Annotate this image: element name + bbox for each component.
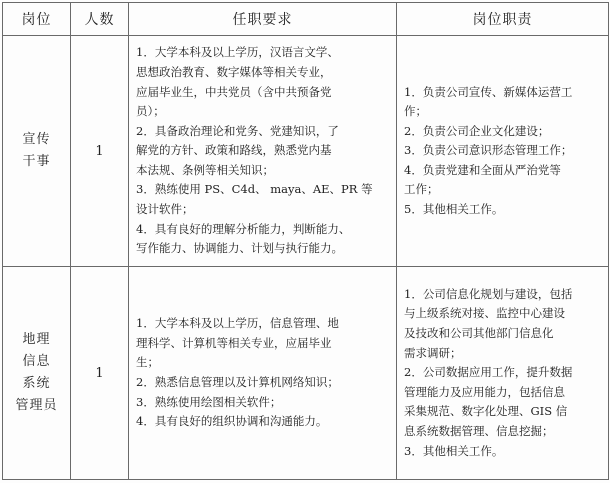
- post-name-line: 信息: [22, 354, 51, 370]
- duty-line: 需求调研；: [404, 345, 462, 360]
- post-cell: [3, 36, 71, 267]
- header-requirements: 任职要求: [129, 3, 397, 36]
- duty-line: 3．负责公司意识形态管理工作；: [404, 143, 573, 158]
- table-header-row: [3, 3, 609, 36]
- requirement-line: 思想政治教育、数字媒体等相关专业，: [136, 64, 332, 79]
- duty-line: 工作；: [404, 182, 439, 197]
- requirement-line: 4．具有良好的组织协调和沟通能力。: [136, 414, 328, 429]
- requirement-line: 本法规、条例等相关知识；: [136, 162, 274, 177]
- post-name-line: 系统: [22, 376, 51, 392]
- post-name-line: 管理员: [15, 398, 58, 414]
- duty-line: 5．其他相关工作。: [404, 202, 504, 217]
- duty-line: 2．公司数据应用工作，提升数据: [404, 365, 573, 380]
- duty-line: 1．负责公司宣传、新媒体运营工: [404, 84, 573, 99]
- duty-line: 1．公司信息化规划与建设，包括: [404, 286, 573, 301]
- duty-line: 2．负责公司企业文化建设；: [404, 123, 550, 138]
- requirement-line: 理科学、计算机等相关专业，应届毕业: [136, 335, 332, 350]
- duty-line: 3．其他相关工作。: [404, 443, 504, 458]
- requirement-line: 1．大学本科及以上学历，信息管理、地: [136, 316, 339, 331]
- headcount-cell: 1: [71, 36, 129, 267]
- duties-cell: [397, 36, 609, 267]
- requirement-line: 员）；: [136, 104, 165, 119]
- duty-line: 采集规范、数字化处理、GIS 信: [404, 404, 568, 419]
- requirement-line: 3．熟练使用 PS、C4d、 maya、AE、PR 等: [136, 182, 373, 197]
- requirement-line: 写作能力、协调能力、计划与执行能力。: [136, 241, 343, 256]
- requirement-line: 设计软件；: [136, 202, 194, 217]
- duty-line: 4．负责党建和全面从严治党等: [404, 162, 561, 177]
- duty-line: 作；: [404, 104, 427, 119]
- table-row: [3, 267, 609, 480]
- duty-line: 与上级系统对接、监控中心建设: [404, 306, 565, 321]
- duties-cell: [397, 267, 609, 480]
- job-requirements-table: [2, 2, 609, 480]
- headcount-cell: 1: [71, 267, 129, 480]
- post-cell: [3, 267, 71, 480]
- table-row: [3, 36, 609, 267]
- duty-line: 及技改和公司其他部门信息化: [404, 326, 554, 341]
- requirement-line: 2．具备政治理论和党务、党建知识，了: [136, 123, 339, 138]
- header-duties: 岗位职责: [397, 3, 609, 36]
- requirement-line: 4．具有良好的理解分析能力，判断能力、: [136, 221, 351, 236]
- requirement-line: 解党的方针、政策和路线，熟悉党内基: [136, 143, 332, 158]
- duty-line: 管理能力及应用能力，包括信息: [404, 384, 565, 399]
- duty-line: 息系统数据管理、信息挖掘；: [404, 424, 554, 439]
- header-post: 岗位: [3, 3, 71, 36]
- header-count: 人数: [71, 3, 129, 36]
- requirement-line: 生；: [136, 355, 159, 370]
- requirement-line: 应届毕业生，中共党员（含中共预备党: [136, 84, 332, 99]
- requirements-cell: [129, 267, 397, 480]
- post-name-line: 地理: [22, 332, 51, 348]
- requirement-line: 3．熟练使用绘图相关软件；: [136, 394, 282, 409]
- post-name-line: 宣传: [22, 132, 51, 148]
- requirement-line: 1．大学本科及以上学历，汉语言文学、: [136, 45, 339, 60]
- requirements-cell: [129, 36, 397, 267]
- post-name-line: 干事: [22, 154, 51, 170]
- requirement-line: 2．熟悉信息管理以及计算机网络知识；: [136, 375, 339, 390]
